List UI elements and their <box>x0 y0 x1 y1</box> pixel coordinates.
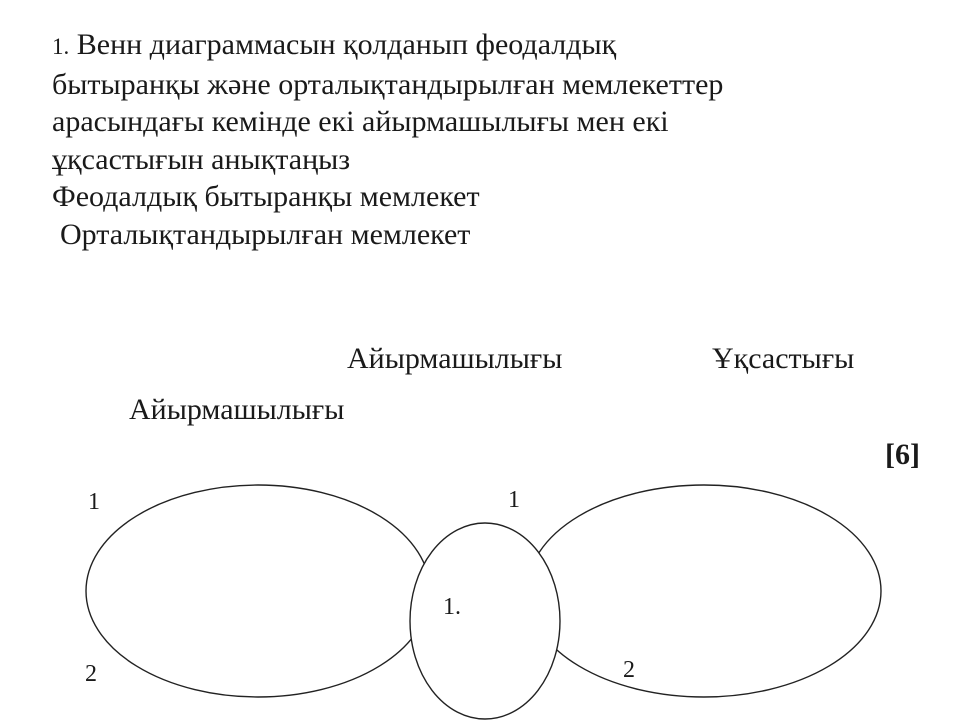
venn-center-item-1: 1. <box>443 594 461 620</box>
question-line-2: бытыранқы және орталықтандырылған мемлекеттер <box>52 67 724 101</box>
score-marks: [6] <box>885 438 920 471</box>
question-line-4: ұқсастығын анықтаңыз <box>52 142 351 176</box>
venn-right-ellipse <box>527 485 881 697</box>
venn-left-item-1: 1 <box>88 489 100 515</box>
differences-label-left: Айырмашылығы <box>129 393 345 426</box>
venn-right-item-2: 2 <box>623 657 635 683</box>
similarities-label: Ұқсастығы <box>712 342 855 375</box>
question-line-3: арасындағы кемінде екі айырмашылығы мен екі <box>52 105 669 138</box>
question-number: 1. <box>52 34 70 59</box>
venn-left-item-2: 2 <box>85 661 97 687</box>
venn-center-ellipse <box>410 523 560 719</box>
venn-right-item-1: 1 <box>508 487 520 513</box>
question-line-1-text: Венн диаграммасын қолданып феодалдық <box>76 28 617 61</box>
state-feudal-label: Феодалдық бытыранқы мемлекет <box>52 180 480 213</box>
state-central-label: Орталықтандырылған мемлекет <box>60 217 471 251</box>
differences-label-middle: Айырмашылығы <box>347 342 563 375</box>
venn-left-ellipse <box>86 485 430 697</box>
